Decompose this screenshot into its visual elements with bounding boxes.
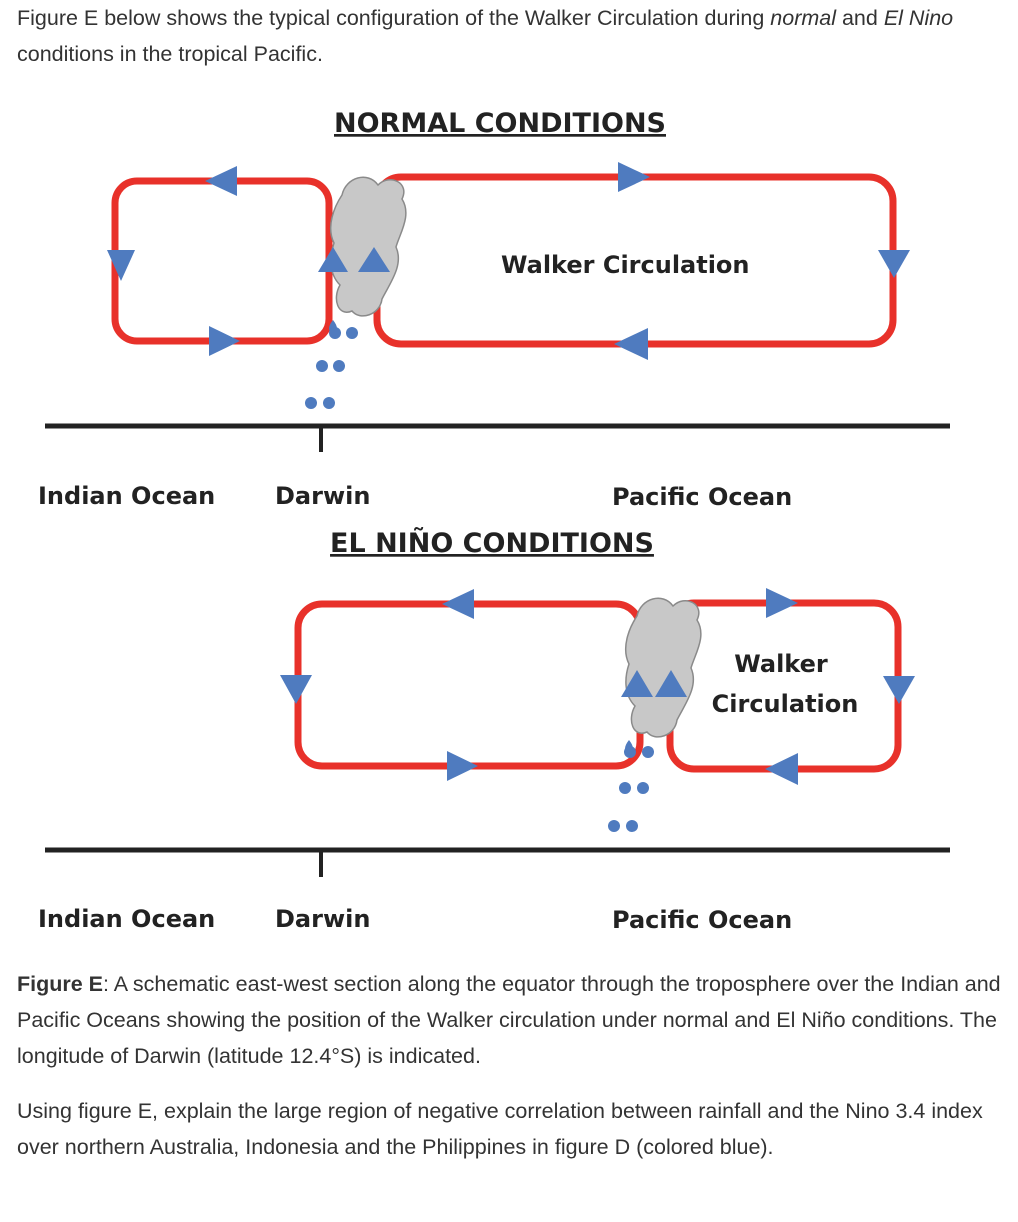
elnino-right-loop — [670, 603, 898, 769]
elnino-pacific-ocean-label: Pacific Ocean — [612, 906, 793, 934]
question-paragraph: Using figure E, explain the large region of negative correlation between rainfall and the Nino 3.4 index over northern Australia, Indonesia and the Philippines in figure D (colored blue). — [17, 1099, 983, 1159]
intro-normal-emphasis: normal — [770, 6, 836, 30]
normal-right-top-arrow — [618, 162, 650, 192]
intro-elnino-emphasis: El Nino — [883, 6, 954, 30]
elnino-left-loop — [298, 604, 640, 766]
normal-left-top-arrow — [205, 166, 237, 196]
caption-text: : A schematic east-west section along the equator through the troposphere over the Indian and Pacific Oceans showing the position of the Walker circulation under normal and El Niño conditions. The longitude of Darwin (latitude 12.4°S) is indicated. — [17, 972, 1001, 1068]
normal-indian-ocean-label: Indian Ocean — [38, 482, 216, 510]
elnino-right-down-arrow — [883, 676, 915, 704]
elnino-panel — [38, 527, 950, 934]
elnino-right-top-arrow — [766, 588, 798, 618]
normal-darwin-label: Darwin — [275, 482, 371, 510]
elnino-left-bottom-arrow — [447, 751, 478, 781]
figure-caption — [17, 966, 1007, 1074]
intro-text-2: and — [836, 6, 884, 30]
normal-rain-cloud — [331, 177, 406, 316]
elnino-walker-label-line2: Circulation — [711, 690, 859, 718]
elnino-walker-label-line1: Walker — [734, 650, 828, 678]
elnino-heading: EL NIÑO CONDITIONS — [330, 528, 654, 559]
normal-heading: NORMAL CONDITIONS — [334, 108, 666, 139]
normal-rain-drops — [305, 320, 358, 409]
normal-panel — [38, 108, 950, 511]
normal-pacific-ocean-label: Pacific Ocean — [612, 483, 793, 511]
elnino-darwin-label: Darwin — [275, 905, 371, 933]
elnino-rain-drops — [608, 740, 654, 832]
elnino-left-down-arrow — [280, 675, 312, 704]
normal-right-down-arrow — [878, 250, 910, 278]
caption-label: Figure E — [17, 972, 104, 996]
normal-left-loop — [115, 181, 329, 341]
elnino-right-bottom-arrow — [765, 753, 798, 785]
normal-left-down-arrow — [107, 250, 135, 281]
normal-walker-label: Walker Circulation — [501, 251, 750, 279]
elnino-indian-ocean-label: Indian Ocean — [38, 905, 216, 933]
intro-text-3: conditions in the tropical Pacific. — [17, 42, 323, 66]
normal-right-bottom-arrow — [614, 328, 648, 360]
intro-text-1: Figure E below shows the typical configuration of the Walker Circulation during — [17, 6, 771, 30]
normal-left-bottom-arrow — [209, 326, 240, 356]
elnino-left-top-arrow — [442, 589, 474, 619]
elnino-rain-cloud — [626, 598, 701, 737]
